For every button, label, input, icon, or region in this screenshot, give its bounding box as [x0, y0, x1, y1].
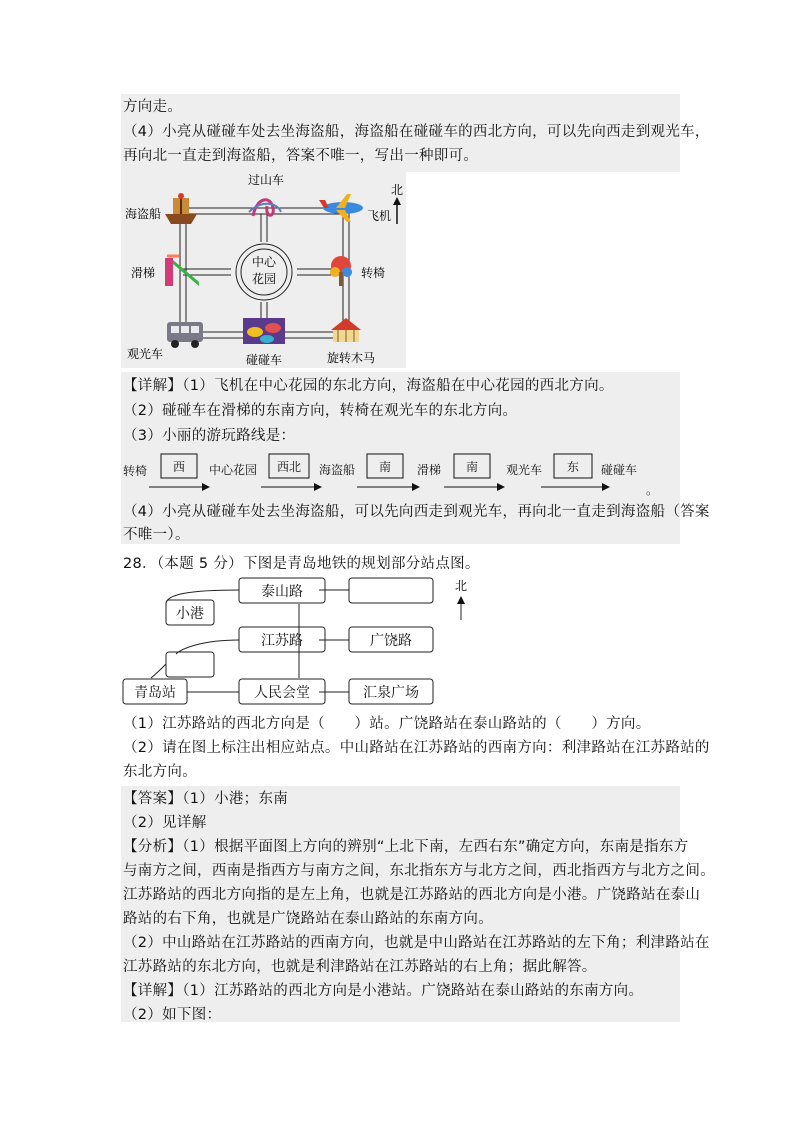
route-direction: 东: [566, 460, 580, 474]
carousel-label: 旋转木马: [326, 351, 376, 365]
text-line: （4）小亮从碰碰车处去坐海盗船，海盗船在碰碰车的西北方向，可以先向西走到观光车，: [123, 124, 710, 140]
text-line: 东北方向。: [123, 764, 197, 780]
north-arrow-icon: [393, 197, 401, 205]
text-line: 【详解】（1）飞机在中心花园的东北方向，海盗船在中心花园的西北方向。: [123, 378, 614, 394]
slide-label: 滑梯: [130, 266, 156, 280]
station-qingdao: 青岛站: [134, 685, 176, 701]
center-label: 中心: [251, 255, 277, 269]
park-map: [121, 172, 406, 368]
text-line: （3）小丽的游玩路线是：: [123, 428, 296, 444]
slide-icon: [165, 256, 199, 286]
station-renmin: 人民会堂: [254, 685, 310, 701]
station-jiangsu: 江苏路: [261, 633, 303, 649]
bumper-cars-icon: [243, 318, 285, 344]
roller-coaster-label: 过山车: [247, 173, 285, 187]
route-stop: 海盗船: [319, 463, 356, 477]
route-stop: 滑梯: [417, 463, 442, 477]
text-line: 方向走。: [123, 99, 183, 115]
center-label: 花园: [251, 272, 277, 286]
analysis-line: 【分析】（1）根据平面图上方向的辨别“上北下南，左西右东”确定方向，东南是指东方: [123, 839, 689, 855]
subway-map: [121, 574, 481, 710]
analysis-line: 与南方之间，西南是指西方与南方之间，东北指东方与北方之间，西北指西方与北方之间。: [123, 863, 715, 879]
answer-line: 【答案】（1）小港；东南: [123, 791, 289, 807]
analysis-line: 江苏路站的东北方向，也就是利津路站在江苏路站的右上角；据此解答。: [123, 959, 597, 975]
route-diagram: [121, 450, 680, 496]
detail-line: 【详解】（1）江苏路站的西北方向是小港站。广饶路站在泰山路站的东南方向。: [123, 983, 644, 999]
text-line: （4）小亮从碰碰车处去坐海盗船，可以先向西走到观光车，再向北一直走到海盗船（答案: [123, 504, 710, 520]
route-stop: 转椅: [123, 464, 148, 478]
pirate-ship-label: 海盗船: [124, 207, 162, 221]
route-stop: 碰碰车: [601, 463, 638, 477]
north-arrow-icon: [457, 596, 465, 604]
route-direction: 西: [172, 460, 186, 474]
chair-swing-label: 转椅: [360, 266, 386, 280]
tour-bus-icon: [167, 322, 203, 348]
analysis-line: 江苏路站的西北方向指的是左上角，也就是江苏路站的西北方向是小港。广饶路站在泰山: [123, 887, 701, 903]
text-line: （1）江苏路站的西北方向是（ ）站。广饶路站在泰山路站的（ ）方向。: [123, 716, 651, 732]
analysis-line: （2）中山路站在江苏路站的西南方向，也就是中山路站在江苏路站的左下角；利津路站在: [123, 935, 710, 951]
station-guangrao: 广饶路: [370, 633, 412, 649]
route-direction: 南: [378, 460, 392, 474]
text-line: 再向北一直走到海盗船，答案不唯一，写出一种即可。: [123, 148, 479, 164]
tour-bus-label: 观光车: [126, 347, 164, 361]
detail-line: （2）如下图：: [123, 1007, 222, 1023]
route-stop: 中心花园: [209, 463, 258, 477]
route-end: 。: [646, 483, 659, 496]
route-direction: 西北: [276, 460, 302, 474]
question-title: 28．（本题 5 分）下图是青岛地铁的规划部分站点图。: [123, 556, 480, 572]
bumper-cars-label: 碰碰车: [245, 353, 283, 367]
text-line: （2）碰碰车在滑梯的东南方向，转椅在观光车的东北方向。: [123, 403, 518, 419]
north-label: 北: [454, 579, 468, 593]
station-xiaogang: 小港: [176, 606, 204, 622]
plane-label: 飞机: [366, 209, 392, 223]
route-stop: 观光车: [506, 463, 543, 477]
text-line: （2）请在图上标注出相应站点。中山路站在江苏路站的西南方向：利津路站在江苏路站的: [123, 740, 710, 756]
station-taishan: 泰山路: [261, 584, 303, 600]
text-line: 不唯一）。: [123, 527, 190, 543]
carousel-icon: [331, 318, 361, 342]
station-huiquan: 汇泉广场: [363, 685, 419, 701]
route-direction: 南: [465, 460, 479, 474]
plane-icon: [319, 194, 363, 222]
north-label: 北: [390, 183, 404, 197]
answer-line: （2）见详解: [123, 815, 207, 831]
analysis-line: 路站的右下角，也就是广饶路站在泰山路站的东南方向。: [123, 911, 493, 927]
